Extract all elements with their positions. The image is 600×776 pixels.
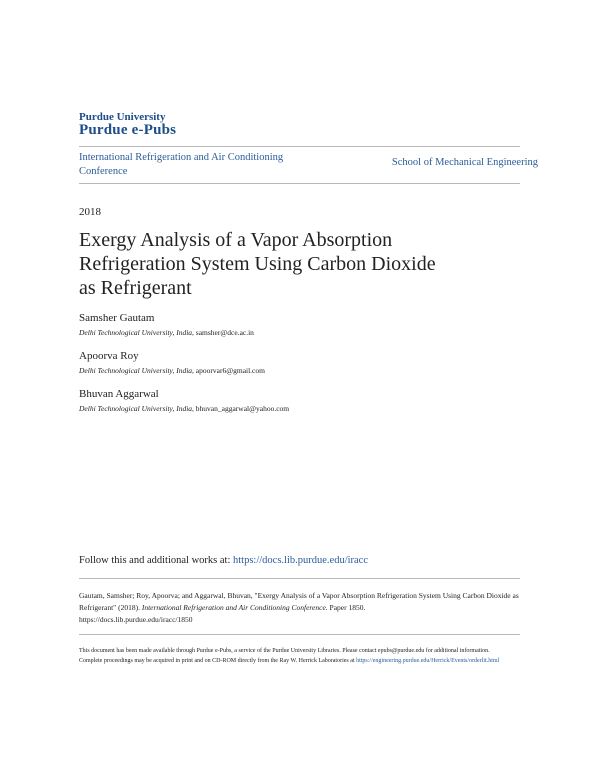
divider bbox=[79, 634, 520, 635]
author-name: Samsher Gautam bbox=[79, 312, 155, 324]
affiliation-text: Delhi Technological University, India, bbox=[79, 328, 194, 337]
notice-text: Complete proceedings may be acquired in print and on CD-ROM directly from the Ray W. Herrick Laboratories at bbox=[79, 658, 355, 664]
author-email: samsher@dce.ac.in bbox=[195, 328, 254, 337]
notice-block bbox=[79, 646, 520, 666]
follow-line bbox=[79, 555, 368, 566]
author-affiliation bbox=[79, 404, 289, 413]
divider bbox=[79, 183, 520, 184]
affiliation-text: Delhi Technological University, India, bbox=[79, 404, 194, 413]
follow-text: Follow this and additional works at: bbox=[79, 555, 231, 566]
school-link[interactable]: School of Mechanical Engineering bbox=[391, 157, 538, 168]
paper-year: 2018 bbox=[79, 206, 101, 218]
author-name: Apoorva Roy bbox=[79, 350, 139, 362]
divider bbox=[79, 578, 520, 579]
divider bbox=[79, 146, 520, 147]
notice-line-2 bbox=[79, 656, 520, 666]
citation-block bbox=[79, 590, 520, 626]
citation-url[interactable]: https://docs.lib.purdue.edu/iracc/1850 bbox=[79, 615, 193, 624]
collection-link[interactable]: https://docs.lib.purdue.edu/iracc bbox=[233, 555, 369, 566]
notice-line-1: This document has been made available through Purdue e-Pubs, a service of the Purdue University Libraries. Please contact epubs@purdue.edu for additional information. bbox=[79, 648, 490, 654]
author-affiliation bbox=[79, 366, 265, 375]
university-name: Purdue University bbox=[79, 111, 166, 123]
citation-authors-title: Gautam, Samsher; Roy, Apoorva; and Aggarwal, Bhuvan, "Exergy Analysis of a Vapor Absorption Refrigeration System Using Carbon Dioxide as Refrigerant" (2018). bbox=[79, 591, 519, 612]
author-email: bhuvan_aggarwal@yahoo.com bbox=[195, 404, 290, 413]
herrick-link[interactable]: https://engineering.purdue.edu/Herrick/Events/orderlit.html bbox=[356, 658, 500, 664]
author-affiliation bbox=[79, 328, 254, 337]
author-email: apoorvar6@gmail.com bbox=[195, 366, 265, 375]
author-name: Bhuvan Aggarwal bbox=[79, 388, 159, 400]
conference-link[interactable]: International Refrigeration and Air Conditioning Conference bbox=[79, 152, 284, 177]
repository-name: Purdue e-Pubs bbox=[79, 122, 177, 138]
paper-title: Exergy Analysis of a Vapor Absorption Refrigeration System Using Carbon Dioxide as Refrigerant bbox=[79, 229, 436, 299]
affiliation-text: Delhi Technological University, India, bbox=[79, 366, 194, 375]
citation-journal: International Refrigeration and Air Conditioning Conference bbox=[141, 603, 326, 612]
citation-paper-number: . Paper 1850. bbox=[325, 603, 366, 612]
